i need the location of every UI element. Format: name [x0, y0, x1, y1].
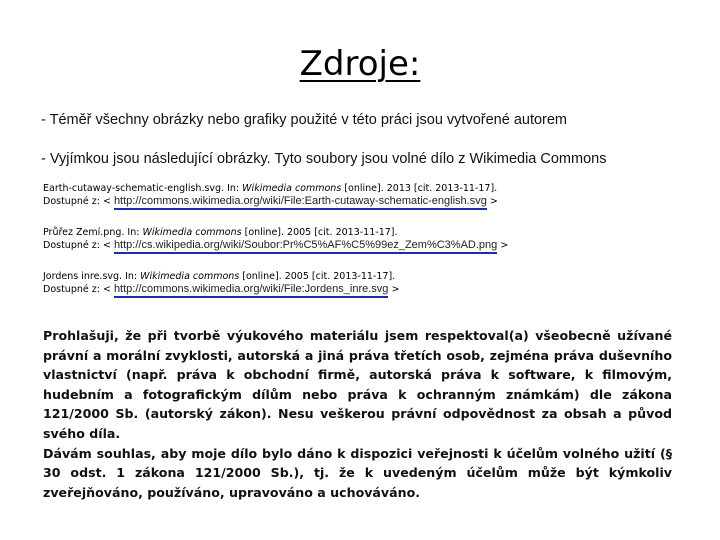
reference-date: [online]. 2005 [cit. 2013-11-17]. — [239, 271, 396, 282]
reference-date: [online]. 2005 [cit. 2013-11-17]. — [241, 227, 398, 238]
reference-access-line — [43, 239, 508, 252]
reference-link[interactable]: http://commons.wikimedia.org/wiki/File:Earth-cutaway-schematic-english.svg — [114, 195, 487, 210]
reference-access-label: Dostupné z: < — [43, 196, 111, 207]
reference-close-bracket: > — [500, 240, 509, 251]
reference-source: Wikimedia commons — [142, 227, 242, 238]
bullet-exceptions: - Vyjímkou jsou následující obrázky. Tyto soubory jsou volné dílo z Wikimedia Commons — [41, 151, 607, 167]
reference-link[interactable]: http://commons.wikimedia.org/wiki/File:Jordens_inre.svg — [114, 283, 389, 298]
slide-title: Zdroje: — [299, 44, 421, 84]
reference-filename: Earth-cutaway-schematic-english.svg. In: — [43, 183, 243, 194]
reference-access-label: Dostupné z: < — [43, 240, 111, 251]
reference-citation-line — [43, 182, 498, 195]
declaration-paragraph-rights: Prohlašuji, že při tvorbě výukového materiálu jsem respektoval(a) všeobecně užívané právní a morální zvyklosti, autorská a jiná práva třetích osob, zejména práva duševního vlastnictví (např. práva k obchodní firmě, autorská práva k software, k filmovým, hudebním a fotografickým dílům nebo práva k ochranným známkám) dle zákona 121/2000 Sb. (autorský zákon). Nesu veškerou právní odpovědnost za obsah a původ svého díla. — [43, 328, 672, 441]
reference-source: Wikimedia commons — [242, 183, 342, 194]
reference-access-label: Dostupné z: < — [43, 284, 111, 295]
reference-link[interactable]: http://cs.wikipedia.org/wiki/Soubor:Pr%C5%AF%C5%99ez_Zem%C3%AD.png — [114, 239, 497, 254]
reference-jordens-inre — [43, 270, 399, 296]
bullet-authorship: - Téměř všechny obrázky nebo grafiky použité v této práci jsou vytvořené autorem — [41, 112, 568, 128]
reference-access-line — [43, 195, 498, 208]
reference-close-bracket: > — [391, 284, 400, 295]
copyright-declaration — [43, 326, 672, 502]
reference-filename: Průřez Zemí.png. In: — [43, 227, 143, 238]
reference-source: Wikimedia commons — [140, 271, 240, 282]
reference-close-bracket: > — [489, 196, 498, 207]
reference-earth-cutaway — [43, 182, 498, 208]
reference-citation-line — [43, 270, 399, 283]
reference-access-line — [43, 283, 399, 296]
reference-filename: Jordens inre.svg. In: — [43, 271, 141, 282]
reference-prurez-zemi — [43, 226, 508, 252]
declaration-paragraph-consent: Dávám souhlas, aby moje dílo bylo dáno k dispozici veřejnosti k účelům volného užití (§ 30 odst. 1 zákona 121/2000 Sb.), tj. že k uvedeným účelům může být kýmkoliv zveřejňováno, používáno, upravováno a uchováváno. — [43, 445, 672, 500]
reference-date: [online]. 2013 [cit. 2013-11-17]. — [341, 183, 498, 194]
reference-citation-line — [43, 226, 508, 239]
